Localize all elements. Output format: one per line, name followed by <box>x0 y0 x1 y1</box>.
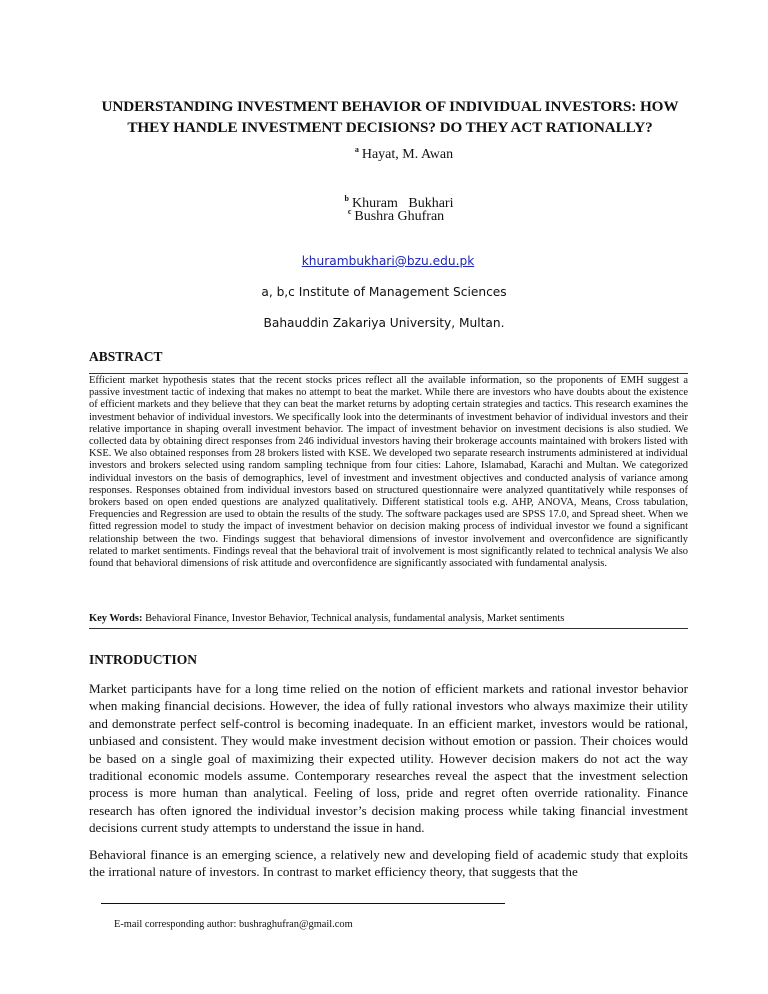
author-line <box>12 203 768 226</box>
paper-title: UNDERSTANDING INVESTMENT BEHAVIOR OF INDIVIDUAL INVESTORS: HOW THEY HANDLE INVESTMENT DECISIONS? DO THEY ACT RATIONALLY? <box>101 98 679 136</box>
author-line <box>20 141 768 164</box>
affiliation-university: Bahauddin Zakariya University, Multan. <box>263 316 505 330</box>
keywords-label: Key Words: <box>89 613 143 624</box>
author-marker: b <box>344 194 349 203</box>
abstract-heading: ABSTRACT <box>89 349 163 364</box>
author-marker: c <box>347 207 352 216</box>
affiliation-institute: a, b,c Institute of Management Sciences <box>261 285 507 299</box>
abstract-top-rule <box>89 373 688 374</box>
abstract-body: Efficient market hypothesis states that the recent stocks prices reflect all the available information, so the proponents of EMH suggest a passive investment tactic of indexing that makes no attempt to beat the market. While there are investors who have doubts about the existence of efficient markets and they believe that they can beat the market returns by adopting certain strategies and tactics. This research examines the investment behavior of individual investors. We specifically look into the determinants of investment behavior of individual investors and their relative importance in shaping overall investment behavior. The impact of investment behavior on investment decisions is also studied. We collected data by obtaining direct responses from 246 individual investors having their brokerage accounts maintained with brokers listed with KSE. We also obtained responses from 28 brokers listed with KSE. We developed two separate research instruments administered at individual investors and brokers selected using random sampling technique from four cities: Lahore, Islamabad, Karachi and Multan. We categorized individual investors on the basis of demographics, level of investment and investment objectives and conducted analysis of variance among responses. Responses obtained from individual investors based on structured questionnaire were analyzed quantitatively while responses of brokers based on open ended questions are analyzed qualitatively. Different statistical tools e.g. AHP, ANOVA, Means, Cross tabulation, Frequencies and Regression are used to obtain the results of the study. The software packages used are SPSS 17.0, and Spread sheet. When we fitted regression model to study the impact of investment behavior on decision making process of individual investor we found a significant relationship between the two. Findings suggest that behavioral dimensions of investor involvement and overconfidence are significantly related to market sentiments. Findings reveal that the behavioral trait of involvement is most significantly related to technical analysis We also found that behavioral dimensions of risk attitude and overconfidence are significantly associated with fundamental analysis. <box>89 375 688 570</box>
abstract-bottom-rule <box>89 628 688 629</box>
author-marker: a <box>354 145 359 154</box>
footnote-corresponding-author: E-mail corresponding author: bushraghufran@gmail.com <box>114 919 353 930</box>
introduction-heading: INTRODUCTION <box>89 652 198 667</box>
introduction-paragraph: Market participants have for a long time relied on the notion of efficient markets and rational investor behavior when making financial decisions. However, the idea of fully rational investors who always maximize their utility and demonstrate perfect self-control is becoming inadequate. In an efficient market, investors would be rational, unbiased and consistent. They would make investment decision without emotion or passion. Their choices would be based on a single goal of maximizing their expected utility. However decision makers do not act the way traditional economic models assume. Contemporary researches reveal the aspect that the investment selection process is more human than analytical. Feeling of loss, pride and regret often override rationality. Finance research has often ignored the individual investor’s decision making process while taking financial investment decisions current study attempts to understand the issue in hand. <box>89 681 688 836</box>
author-name: Hayat, M. Awan <box>361 147 454 162</box>
keywords-list: Behavioral Finance, Investor Behavior, Technical analysis, fundamental analysis, Market sentiments <box>142 613 565 624</box>
author-name: Bushra Ghufran <box>354 209 445 224</box>
introduction-paragraph: Behavioral finance is an emerging science, a relatively new and developing field of academic study that exploits the irrational nature of investors. In contrast to market efficiency theory, that suggests that the <box>89 847 688 880</box>
contact-email-link[interactable]: khurambukhari@bzu.edu.pk <box>301 254 475 268</box>
footnote-separator <box>101 903 505 904</box>
keywords-line <box>89 613 688 625</box>
contact-email-line <box>4 253 768 269</box>
author-name: Khuram Bukhari <box>351 196 454 211</box>
